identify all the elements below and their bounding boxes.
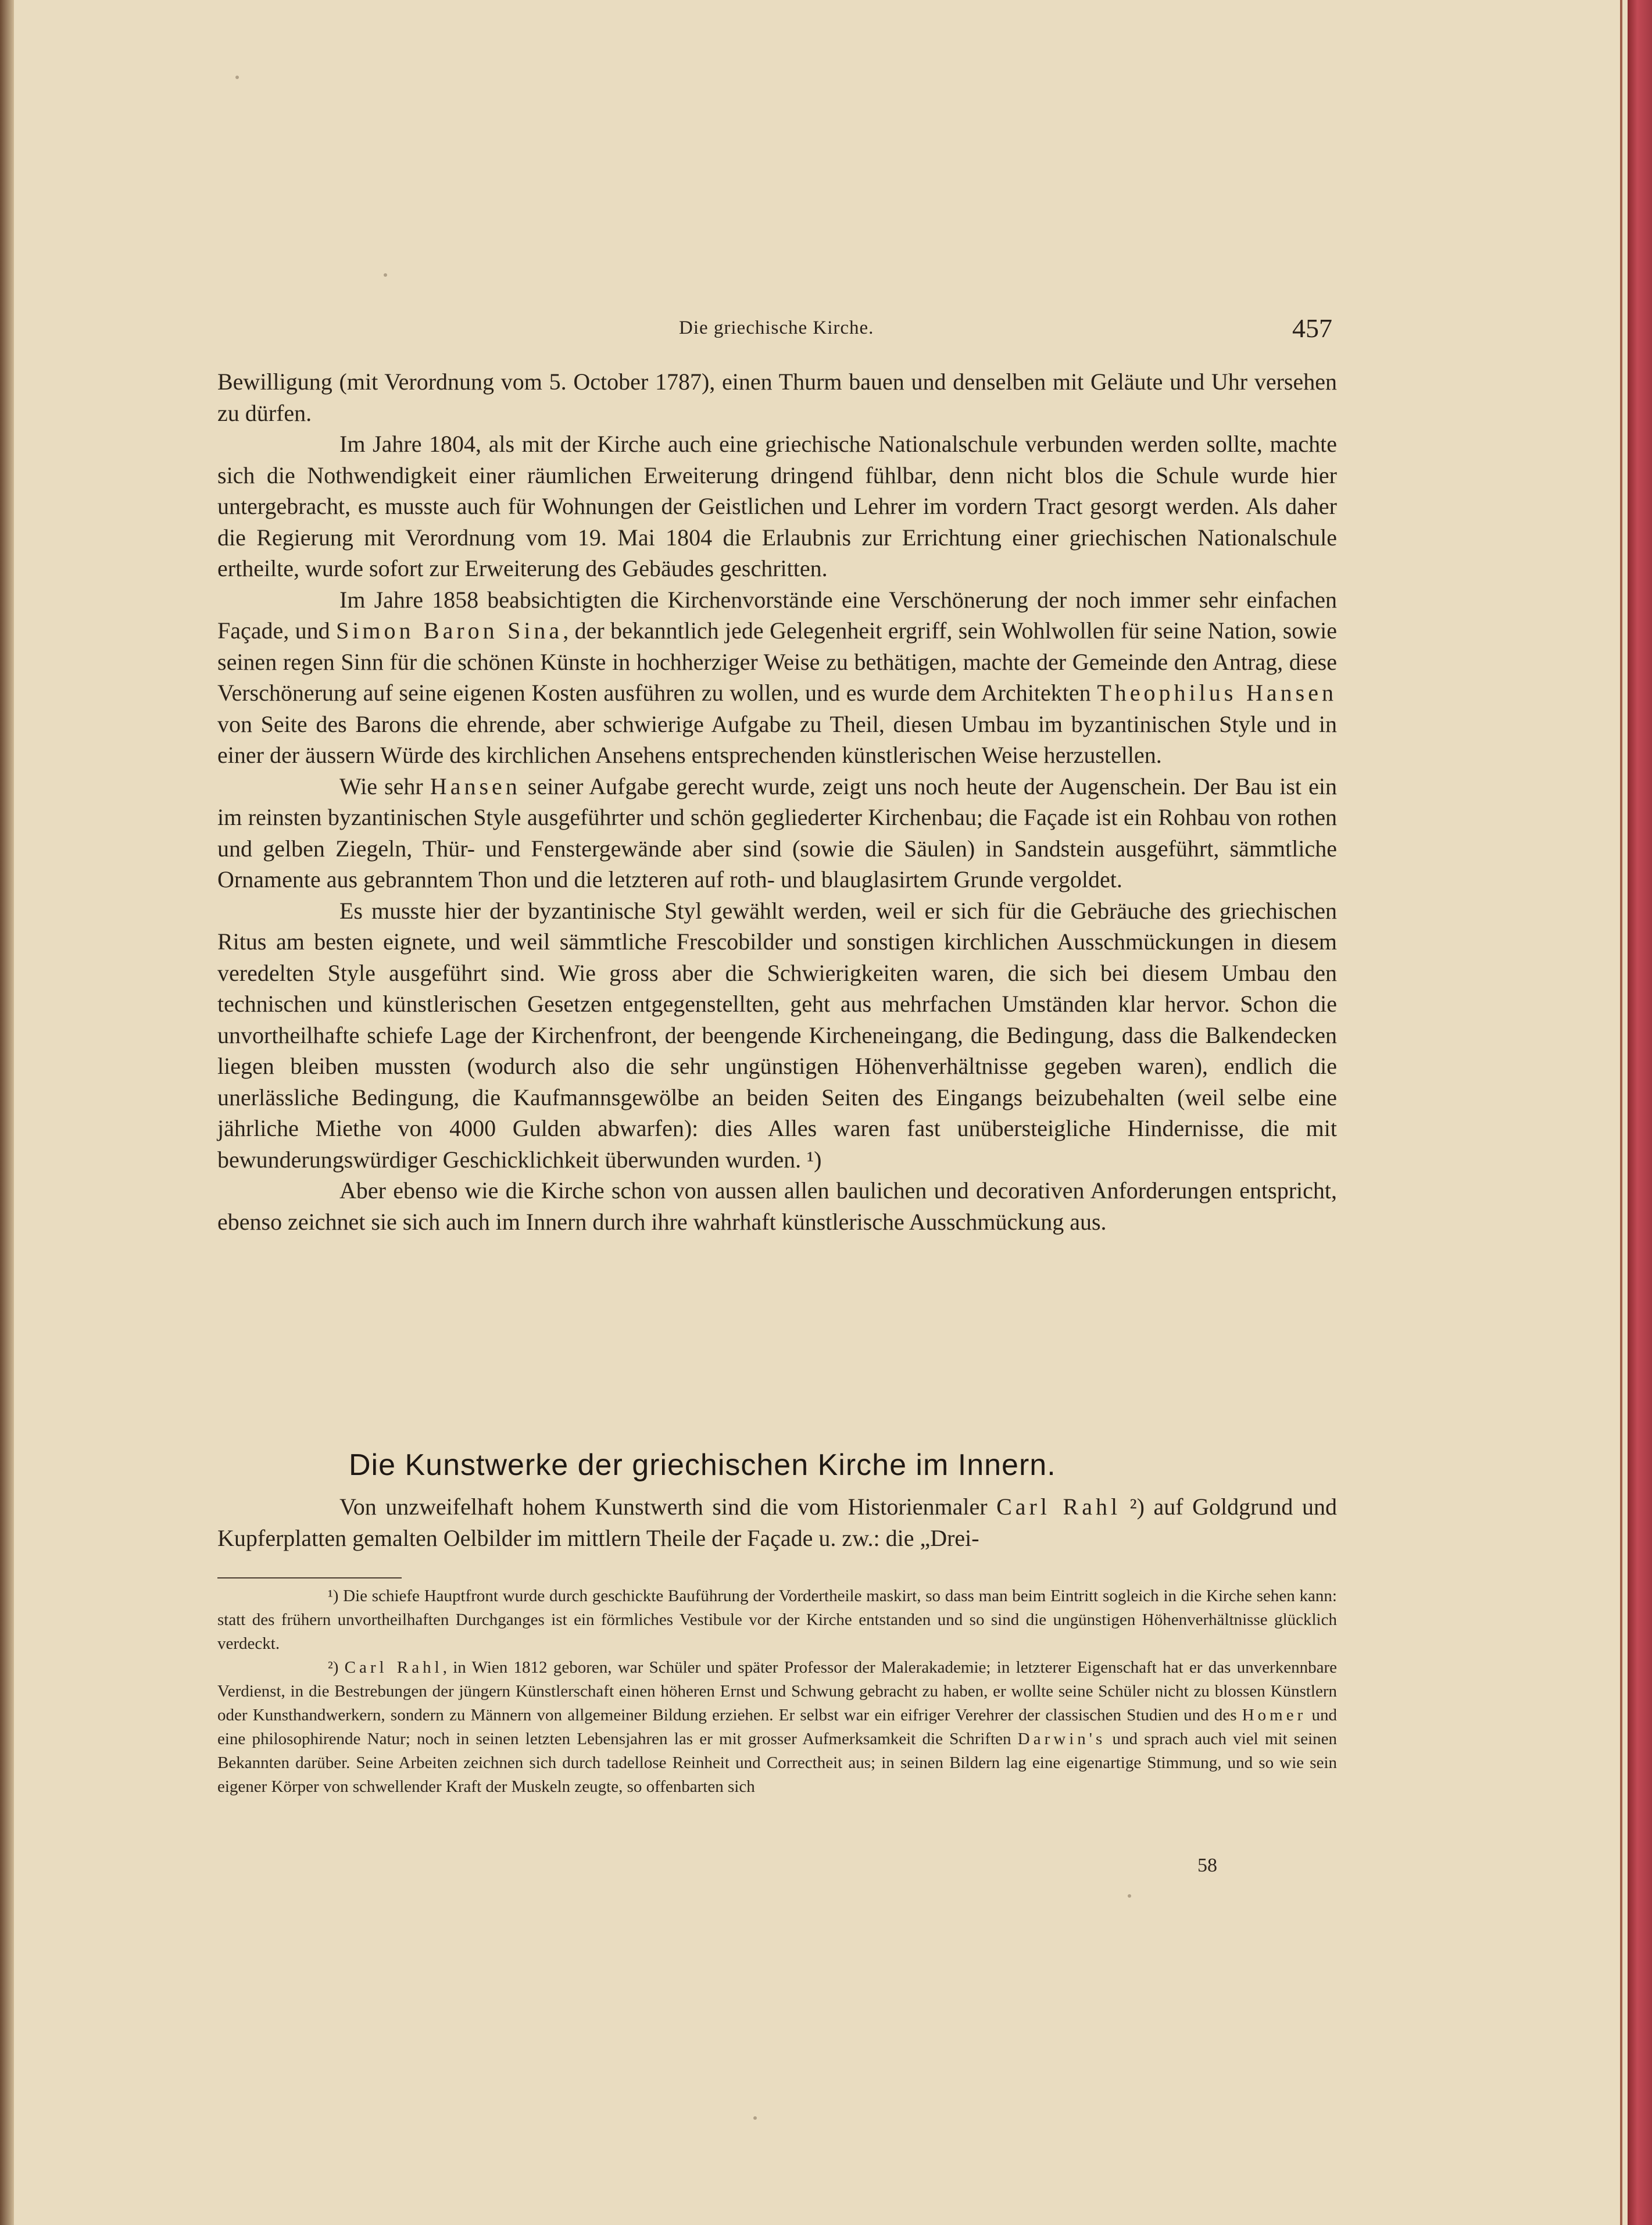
text-run: , der bekanntlich jede Gelegenheit ergriff, sein Wohlwollen für seine Nation, sowie seinen regen Sinn für die schönen Künste in hochherziger Weise zu bethätigen, machte der Gemeinde den Antrag, diese Verschönerung auf seine eigenen Kosten ausführen zu wollen, und es wurde dem Architekten bbox=[217, 617, 1338, 706]
paragraph bbox=[217, 771, 1337, 895]
binding-edge bbox=[0, 0, 14, 2225]
paragraph: Es musste hier der byzantinische Styl gewählt werden, weil er sich für die Gebräuche des griechischen Ritus am besten eignete, und weil sämmtliche Frescobilder und sonstigen kirchlichen Ausschmückungen in diesem veredelten Style ausgeführt sind. Wie gross aber die Schwierigkeiten waren, die sich bei diesem Umbau den technischen und künstlerischen Gesetzen entgegenstellten, geht aus mehrfachen Umständen klar hervor. Schon die unvortheilhafte schiefe Lage der Kirchenfront, der beengende Kircheneingang, die Bedingung, dass die Balkendecken liegen bleiben mussten (wodurch also die sehr ungünstigen Höhenverhältnisse gegeben waren), endlich die unerlässliche Bedingung, die Kaufmannsgewölbe an beiden Seiten des Eingangs beizubehalten (weil selbe eine jährliche Miethe von 4000 Gulden abwarfen): dies Alles waren fast unübersteigliche Hindernisse, die mit bewunderungswürdiger Geschicklichkeit überwunden wurden. ¹) bbox=[217, 897, 1337, 1173]
footnote-divider bbox=[217, 1577, 402, 1578]
running-title: Die griechische Kirche. bbox=[679, 317, 874, 338]
paragraph: Im Jahre 1804, als mit der Kirche auch eine griechische Nationalschule verbunden werden sollte, machte sich die Nothwendigkeit einer räumlichen Erweiterung dringend fühlbar, denn nicht blos die Schule wurde hier untergebracht, es musste auch für Wohnungen der Geistlichen und Lehrer im vordern Tract gesorgt werden. Als daher die Regierung mit Verordnung vom 19. Mai 1804 die Erlaubnis zur Errichtung einer griechischen Nationalschule ertheilte, wurde sofort zur Erweiterung des Gebäudes geschritten. bbox=[217, 431, 1337, 581]
page-number: 457 bbox=[1292, 313, 1332, 343]
text-run: und sprach auch viel mit seinen Bekannten darüber. Seine Arbeiten zeichnen sich durch tadellose Reinheit und Correctheit aus; in seinen Bildern lag eine eigenartige Stimmung, und so wie sein eigener Körper von schwellender Kraft der Muskeln zeugte, so offenbarten sich bbox=[217, 1730, 1337, 1796]
text-run: von Seite des Barons die ehrende, aber schwierige Aufgabe zu Theil, diesen Umbau im byzantinischen Style und in einer der äussern Würde des kirchlichen Ansehens entsprechenden künstlerischen Weise herzustellen. bbox=[217, 710, 1337, 768]
person-name: Hansen bbox=[430, 773, 521, 799]
section-heading: Die Kunstwerke der griechischen Kirche im Innern. bbox=[349, 1448, 1056, 1482]
text-run: Wie sehr bbox=[339, 773, 430, 799]
footnote-2 bbox=[217, 1656, 1337, 1799]
person-name: Homer bbox=[1242, 1706, 1307, 1724]
section-text bbox=[217, 1491, 1337, 1553]
signature-mark: 58 bbox=[1197, 1855, 1217, 1876]
text-run: und eine philosophirende Natur; noch in seinen letzten Lebensjahren las er mit grosser Aufmerksamkeit die Schriften bbox=[217, 1706, 1338, 1748]
main-text bbox=[217, 366, 1337, 1237]
footnotes bbox=[217, 1584, 1337, 1799]
paragraph: Aber ebenso wie die Kirche schon von aussen allen baulichen und decorativen Anforderungen entspricht, ebenso zeichnet sie sich auch im Innern durch ihre wahrhaft künstlerische Ausschmückung aus. bbox=[217, 1177, 1337, 1235]
text-run: ²) auf Goldgrund und Kupferplatten gemalten Oelbilder im mittlern Theile der Façade u. zw.: die „Drei- bbox=[217, 1494, 1337, 1551]
text-run: Im Jahre 1858 beabsichtigten die Kirchenvorstände eine Verschönerung der noch immer sehr einfachen Façade, und bbox=[217, 586, 1337, 644]
paper-speck bbox=[1128, 1894, 1131, 1898]
page-header bbox=[679, 313, 1332, 353]
paper-speck bbox=[384, 273, 387, 277]
paragraph bbox=[217, 1491, 1337, 1553]
person-name: Theophilus Hansen bbox=[1097, 680, 1337, 706]
text-run: Von unzweifelhaft hohem Kunstwerth sind die vom Historienmaler bbox=[339, 1494, 997, 1520]
person-name: Carl Rahl bbox=[344, 1658, 443, 1677]
person-name: Carl Rahl bbox=[996, 1494, 1121, 1520]
person-name: Darwin's bbox=[1017, 1730, 1106, 1748]
red-book-edge bbox=[1628, 0, 1652, 2225]
text-run: seiner Aufgabe gerecht wurde, zeigt uns noch heute der Augenschein. Der Bau ist ein im reinsten byzantinischen Style ausgeführter und schön gegliederter Kirchenbau; die Façade ist ein Rohbau von rothen und gelben Ziegeln, Thür- und Fenstergewände aber sind (sowie die Säulen) in Sandstein ausgeführt, sämmtliche Ornamente aus gebranntem Thon und die letzteren auf roth- und blauglasirtem Grunde vergoldet. bbox=[217, 773, 1337, 892]
paragraph bbox=[217, 584, 1337, 771]
text-run: , in Wien 1812 geboren, war Schüler und später Professor der Malerakademie; in letzterer Eigenschaft hat er das unverkennbare Verdienst, in die Bestrebungen der jüngern Künstlerschaft einen höheren Ernst und Schwung gebracht zu haben, er wollte seine Schüler nicht zu blossen Künstlern oder Kunsthandwerkern, sondern zu Männern von allgemeiner Bildung erziehen. Er selbst war ein eifriger Verehrer der classischen Studien und des bbox=[217, 1658, 1337, 1724]
footnote-1: ¹) Die schiefe Hauptfront wurde durch geschickte Bauführung der Vordertheile maskirt, so dass man beim Eintritt sogleich in die Kirche sehen kann: statt des frühern unvortheilhaften Durchganges ist ein förmliches Vestibule vor der Kirche entstanden und so sind die ungünstigen Höhenverhältnisse glücklich verdeckt. bbox=[217, 1587, 1337, 1653]
person-name: Simon Baron Sina bbox=[336, 617, 563, 644]
footnote-marker: ²) bbox=[328, 1658, 345, 1677]
paper-speck bbox=[235, 76, 239, 79]
page-edge-line bbox=[1620, 0, 1622, 2225]
paper-speck bbox=[753, 2116, 757, 2120]
paragraph: Bewilligung (mit Verordnung vom 5. October 1787), einen Thurm bauen und denselben mit Geläute und Uhr versehen zu dürfen. bbox=[217, 369, 1337, 426]
